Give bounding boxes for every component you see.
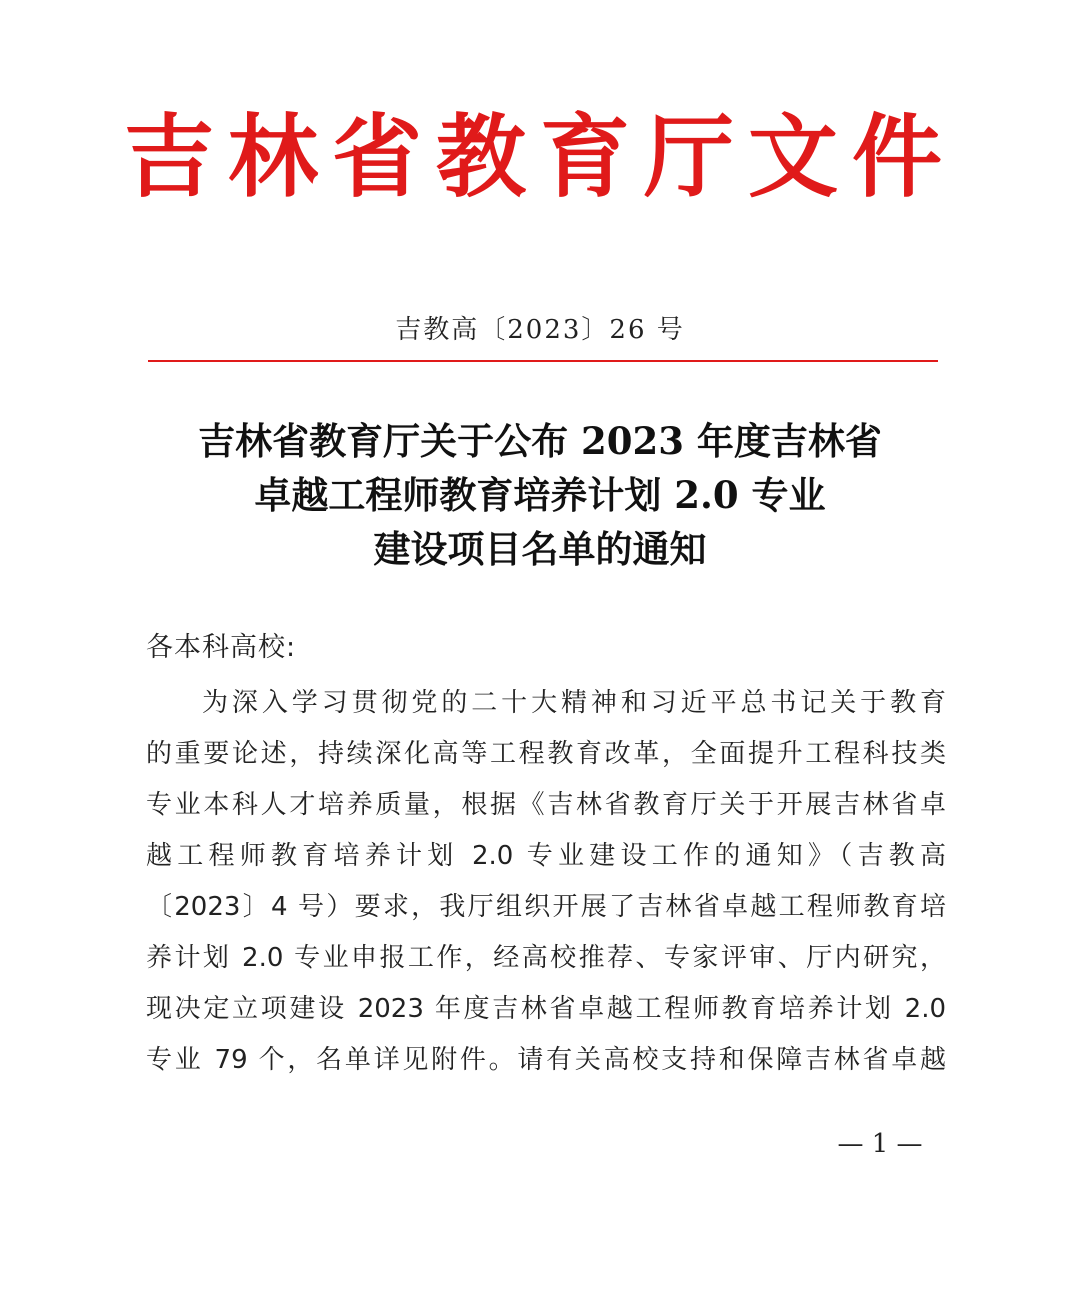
body-line: 养计划 2.0 专业申报工作，经高校推荐、专家评审、厅内研究， xyxy=(146,943,946,973)
red-divider-line xyxy=(148,360,938,362)
body-line: 为深入学习贯彻党的二十大精神和习近平总书记关于教育 xyxy=(202,688,946,718)
document-title-line: 建设项目名单的通知 xyxy=(373,527,707,571)
body-line: 专业本科人才培养质量，根据《吉林省教育厅关于开展吉林省卓 xyxy=(146,790,946,820)
document-body xyxy=(146,678,946,1086)
body-line: 〔2023〕4 号）要求，我厅组织开展了吉林省卓越工程师教育培 xyxy=(146,892,946,922)
page-number: — 1 — xyxy=(837,1129,923,1159)
body-line: 专业 79 个，名单详见附件。请有关高校支持和保障吉林省卓越 xyxy=(146,1045,946,1075)
body-line: 越工程师教育培养计划 2.0 专业建设工作的通知》（吉教高 xyxy=(146,841,946,871)
document-title-line: 吉林省教育厅关于公布 2023 年度吉林省 xyxy=(198,419,882,463)
body-line: 的重要论述，持续深化高等工程教育改革，全面提升工程科技类 xyxy=(146,739,946,769)
document-title xyxy=(110,414,970,576)
document-masthead: 吉林省教育厅文件 xyxy=(124,104,956,210)
document-title-line: 卓越工程师教育培养计划 2.0 专业 xyxy=(254,473,826,517)
salutation: 各本科高校: xyxy=(146,632,297,663)
document-number: 吉教高〔2023〕26 号 xyxy=(395,315,685,345)
body-line: 现决定立项建设 2023 年度吉林省卓越工程师教育培养计划 2.0 xyxy=(146,994,946,1024)
